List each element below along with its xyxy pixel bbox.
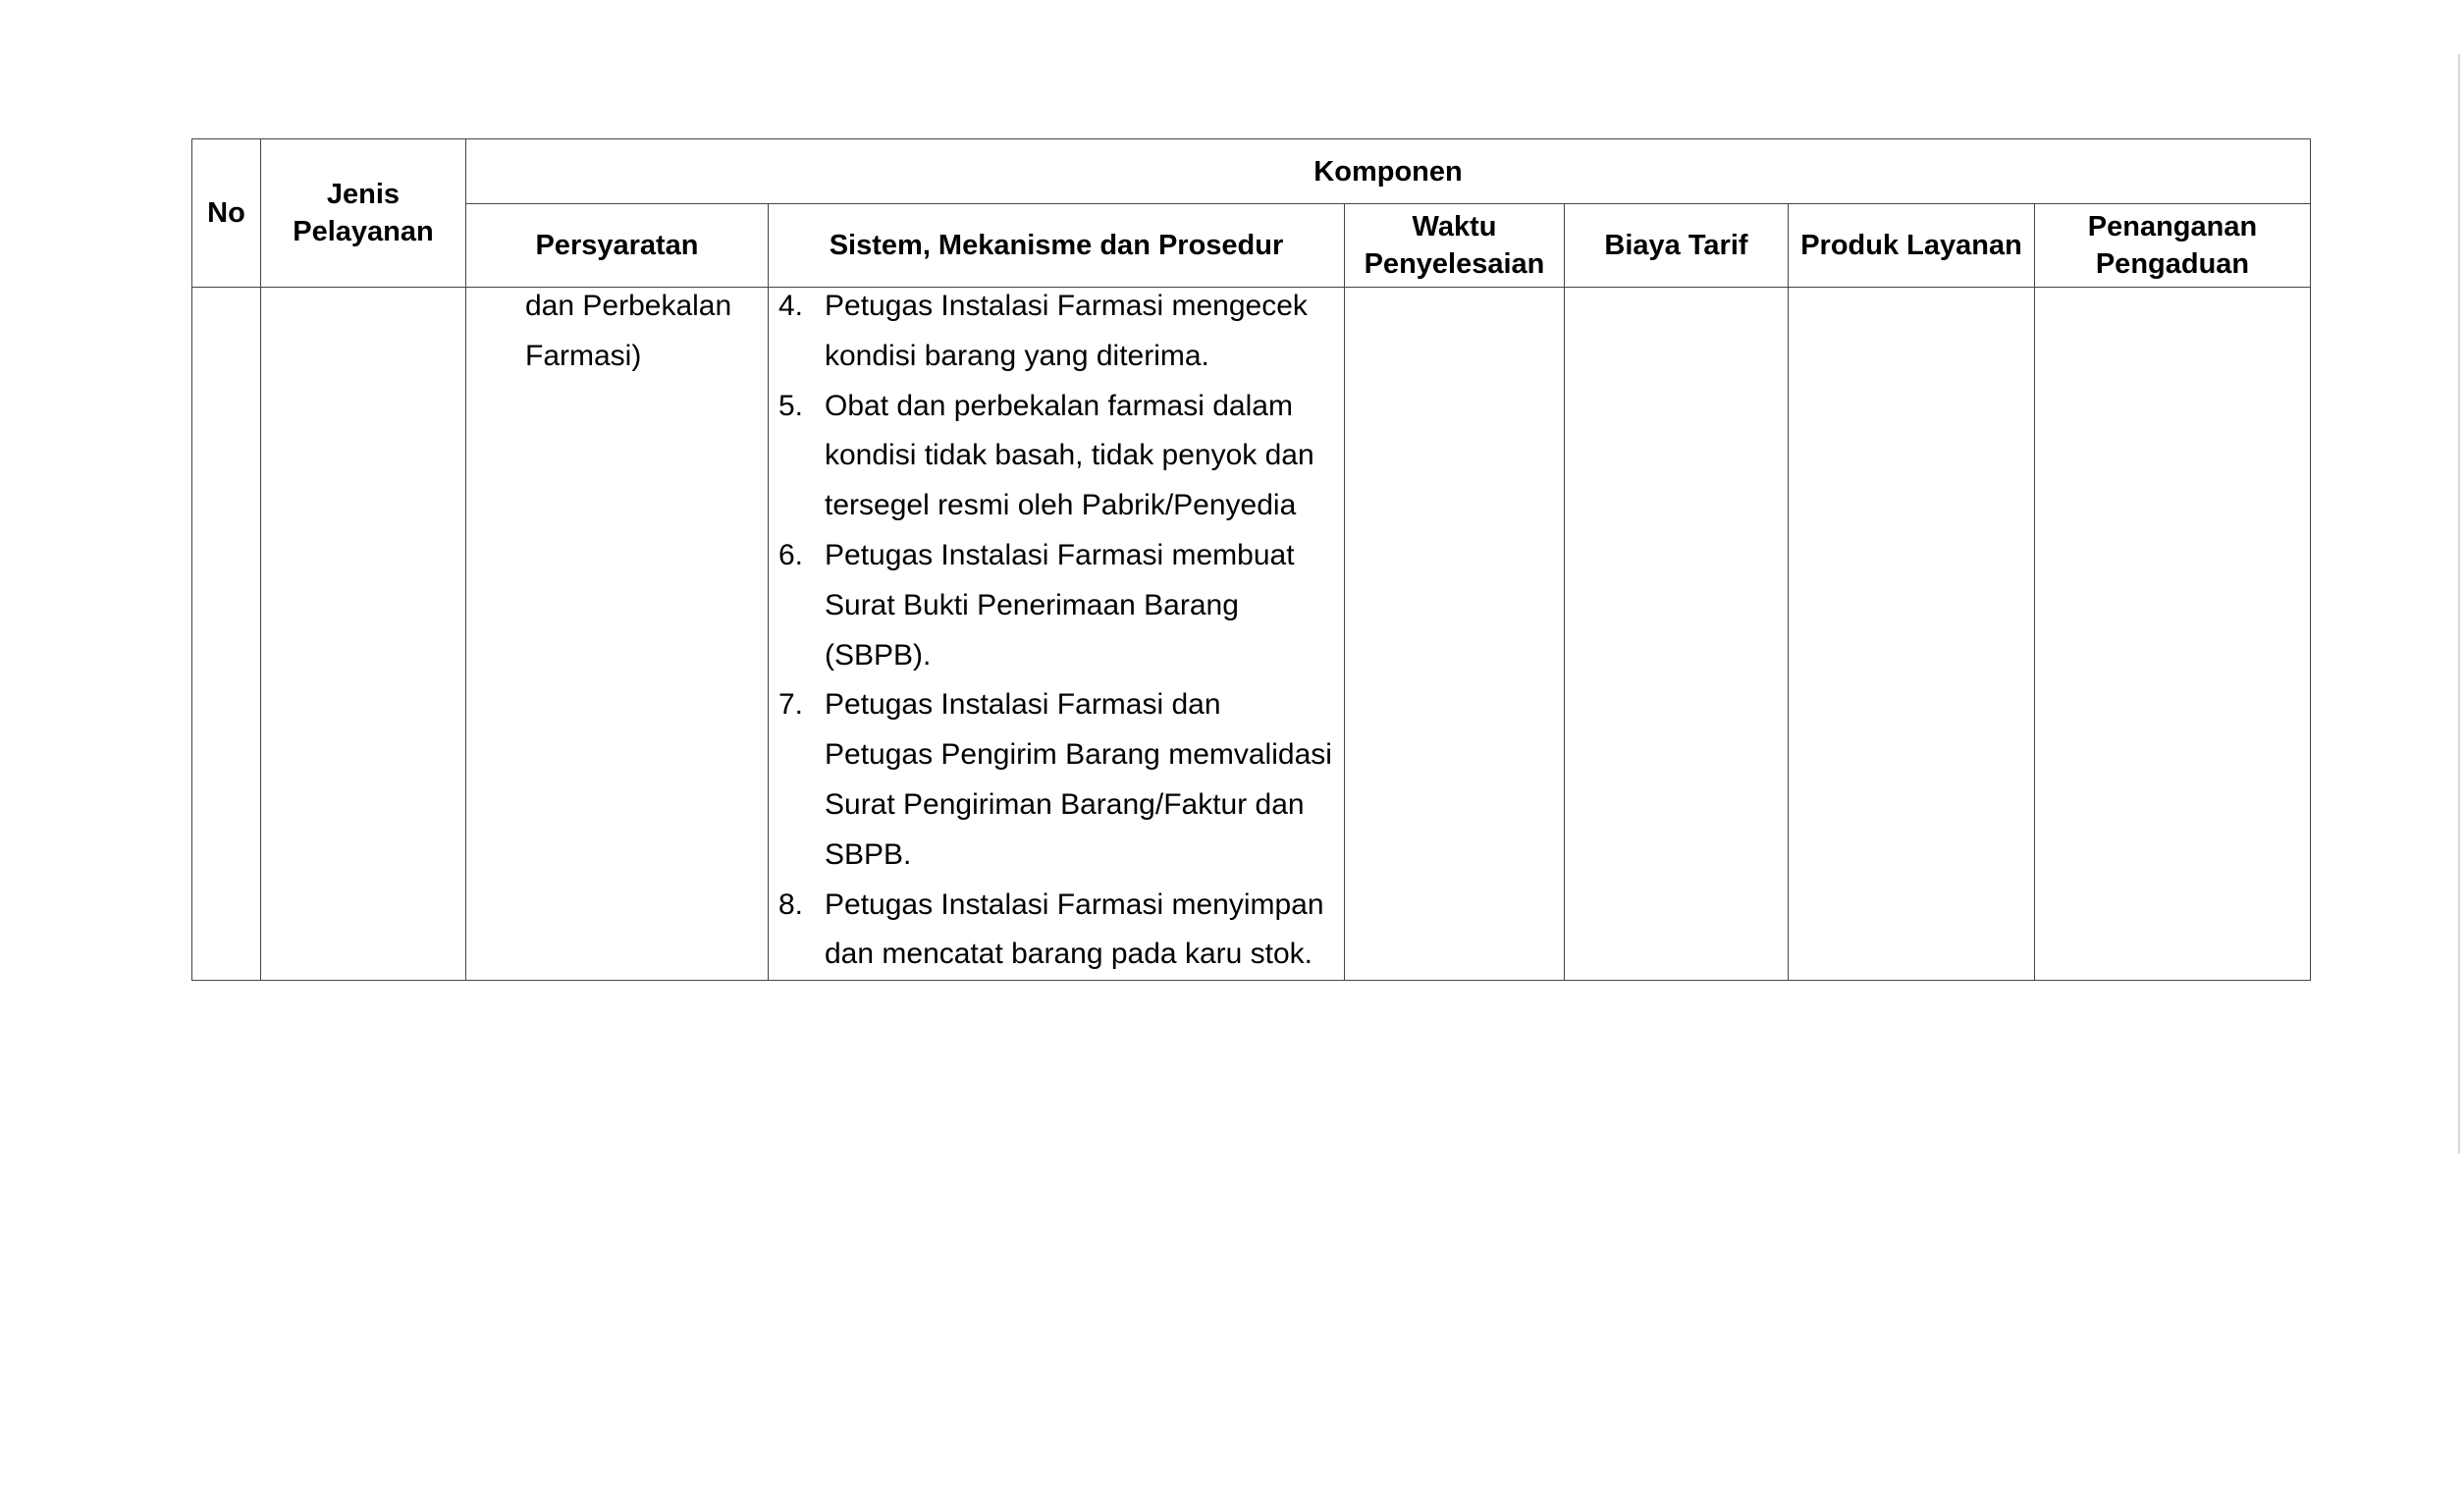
persyaratan-text: dan Perbekalan Farmasi) (525, 290, 732, 372)
table-row (192, 288, 2311, 981)
header-prosedur: Sistem, Mekanisme dan Prosedur (769, 204, 1345, 288)
service-standard-table (191, 138, 2311, 981)
procedure-step-number: 6. (778, 538, 804, 571)
cell-biaya-tarif (1565, 288, 1789, 981)
header-waktu-penyelesaian: Waktu Penyelesaian (1345, 204, 1565, 288)
header-no: No (192, 139, 261, 288)
procedure-step-number: 5. (778, 389, 804, 422)
cell-jenis-pelayanan (261, 288, 466, 981)
procedure-step-text: Petugas Instalasi Farmasi mengecek kondisi barang yang diterima. (825, 290, 1308, 372)
header-persyaratan: Persyaratan (466, 204, 769, 288)
procedure-step (778, 282, 1344, 382)
procedure-list (769, 282, 1344, 980)
procedure-step-text: Petugas Instalasi Farmasi membuat Surat Bukti Penerimaan Barang (SBPB). (825, 538, 1295, 672)
cell-waktu-penyelesaian (1345, 288, 1565, 981)
header-biaya-tarif: Biaya Tarif (1565, 204, 1789, 288)
procedure-step (778, 531, 1344, 680)
header-jenis-pelayanan: Jenis Pelayanan (261, 139, 466, 288)
header-komponen: Komponen (466, 139, 2311, 204)
cell-produk-layanan (1789, 288, 2035, 981)
procedure-step (778, 382, 1344, 531)
cell-prosedur (769, 288, 1345, 981)
cell-penanganan-pengaduan (2035, 288, 2311, 981)
procedure-step-number: 7. (778, 688, 804, 722)
header-row-top (192, 139, 2311, 204)
procedure-step (778, 881, 1344, 981)
procedure-step-text: Petugas Instalasi Farmasi dan Petugas Pengirim Barang memvalidasi Surat Pengiriman Barang/Faktur dan SBPB. (825, 688, 1332, 871)
header-produk-layanan: Produk Layanan (1789, 204, 2035, 288)
header-penanganan-pengaduan: Penanganan Pengaduan (2035, 204, 2311, 288)
procedure-step-text: Obat dan perbekalan farmasi dalam kondisi tidak basah, tidak penyok dan tersegel resmi oleh Pabrik/Penyedia (825, 389, 1314, 522)
page-edge (2458, 54, 2460, 1154)
procedure-step-number: 4. (778, 290, 804, 322)
procedure-step (778, 680, 1344, 880)
header-row-sub (192, 204, 2311, 288)
procedure-step-number: 8. (778, 887, 804, 921)
cell-no (192, 288, 261, 981)
procedure-step-text: Petugas Instalasi Farmasi menyimpan dan mencatat barang pada karu stok. (825, 887, 1324, 971)
cell-persyaratan (466, 288, 769, 981)
